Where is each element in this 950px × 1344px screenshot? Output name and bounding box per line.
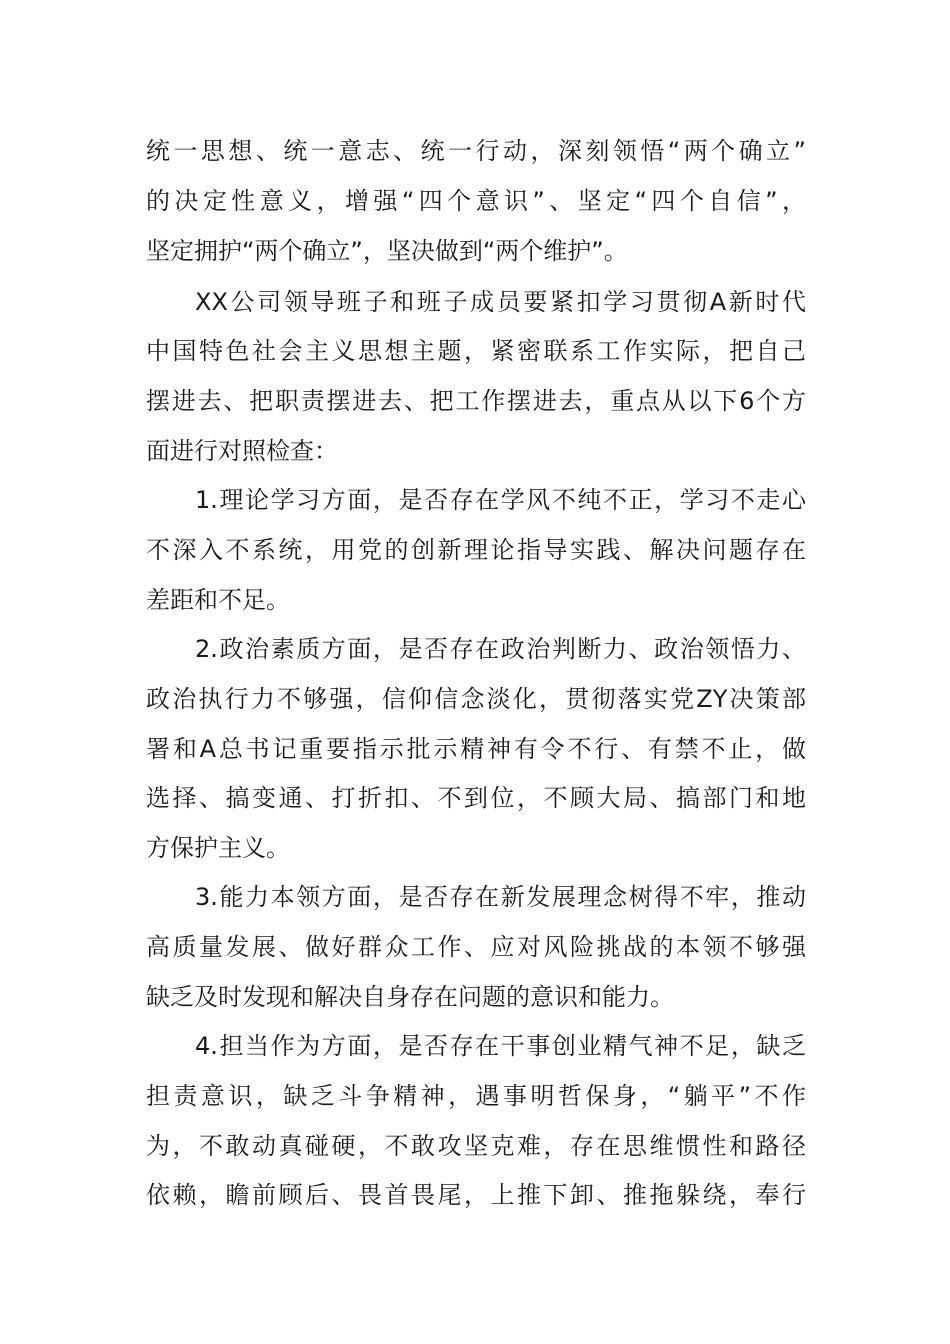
body-text-line: 政治执行力不够强，信仰信念淡化，贯彻落实党ZY决策部 bbox=[146, 685, 806, 713]
body-text-line: 统一思想、统一意志、统一行动，深刻领悟“两个确立” bbox=[146, 137, 806, 165]
body-text-line: 摆进去、把职责摆进去、把工作摆进去，重点从以下6个方 bbox=[146, 387, 806, 415]
body-text-line: 的决定性意义，增强“四个意识”、坚定“四个自信”， bbox=[146, 187, 806, 215]
body-text-line: 依赖，瞻前顾后、畏首畏尾，上推下卸、推拖躲绕，奉行 bbox=[146, 1181, 806, 1209]
body-text-line: XX公司领导班子和班子成员要紧扣学习贯彻A新时代 bbox=[195, 288, 806, 316]
body-text-line: 中国特色社会主义思想主题，紧密联系工作实际，把自己 bbox=[146, 337, 806, 365]
body-text-line: 3.能力本领方面，是否存在新发展理念树得不牢，推动 bbox=[195, 883, 806, 911]
body-text-line: 面进行对照检查： bbox=[146, 437, 338, 465]
body-text-line: 不深入不系统，用党的创新理论指导实践、解决问题存在 bbox=[146, 536, 806, 564]
body-text-line: 差距和不足。 bbox=[146, 586, 290, 614]
body-text-line: 1.理论学习方面，是否存在学风不纯不正，学习不走心 bbox=[195, 486, 806, 514]
body-text-line: 担责意识，缺乏斗争精神，遇事明哲保身，“躺平”不作 bbox=[146, 1082, 806, 1110]
body-text-line: 坚定拥护“两个确立”，坚决做到“两个维护”。 bbox=[146, 237, 628, 265]
body-text-line: 署和A总书记重要指示批示精神有令不行、有禁不止，做 bbox=[146, 735, 806, 763]
body-text-line: 选择、搞变通、打折扣、不到位，不顾大局、搞部门和地 bbox=[146, 784, 806, 812]
body-text-line: 4.担当作为方面，是否存在干事创业精气神不足，缺乏 bbox=[195, 1032, 806, 1060]
body-text-line: 缺乏及时发现和解决自身存在问题的意识和能力。 bbox=[146, 983, 674, 1011]
body-text-line: 2.政治素质方面，是否存在政治判断力、政治领悟力、 bbox=[195, 635, 806, 663]
body-text-line: 为，不敢动真碰硬，不敢攻坚克难，存在思维惯性和路径 bbox=[146, 1132, 806, 1160]
body-text-line: 方保护主义。 bbox=[146, 834, 290, 862]
body-text-line: 高质量发展、做好群众工作、应对风险挑战的本领不够强 bbox=[146, 933, 806, 961]
